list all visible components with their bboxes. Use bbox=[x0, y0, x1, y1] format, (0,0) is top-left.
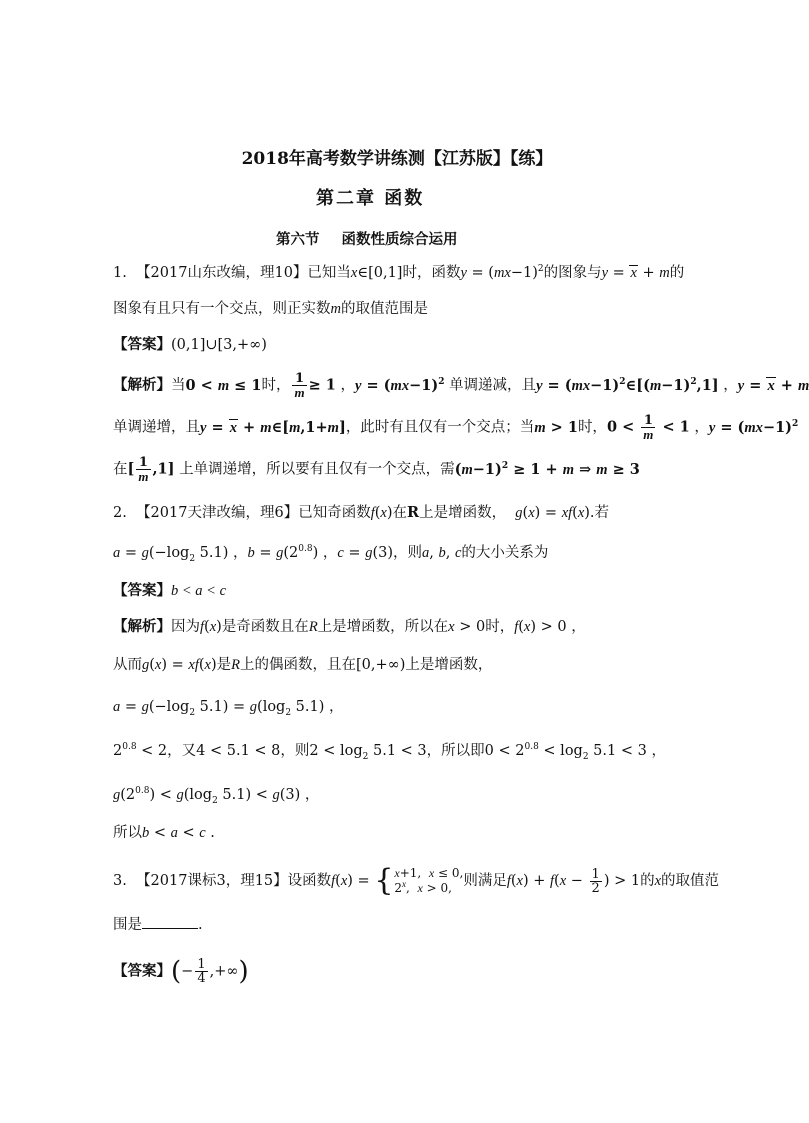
section-heading bbox=[276, 228, 458, 249]
q1-stem-line1: 1. 【2017山东改编，理10】已知当x∈[0,1]时，函数$y = (mx-1)^2$的图象与y = x + m的 bbox=[113, 264, 685, 281]
q3-answer: 【答案】(− $\frac{1}{4}$ ,+∞) bbox=[113, 956, 249, 987]
q1-answer bbox=[113, 334, 267, 356]
q1-analysis-line2: 单调递增，且y = x + m∈[m,1+m]，此时有且仅有一个交点；当m > 1时，0 < $\frac{1}{m}$ < 1 ，$y = (mx-1)^2$ bbox=[113, 413, 799, 442]
q2-stem-line2: $a = g(-\log_2$ 5.1) ，$b = g(2^{0.8})$ ，c = g(3)，则a, b, c的大小关系为 bbox=[113, 544, 549, 564]
q2-analysis-tag: 【解析】 bbox=[113, 618, 171, 635]
q1-stem-line2: 图象有且只有一个交点，则正实数m的取值范围是 bbox=[113, 301, 428, 317]
q2-analysis-line2: 从而g(x) = xf(x)是R上的偶函数，且在[0,+∞)上是增函数， bbox=[113, 657, 493, 673]
q2-analysis-line4: $2^{0.8} < 2$，又4 < 5.1 < 8，则$2 < \log_2 5.1 < 3$，所以即$0 < 2^{0.8} < \log_2 5.1 < 3$ ， bbox=[113, 742, 666, 762]
q1-answer-tag: 【答案】 bbox=[113, 336, 171, 353]
q2-stem-line1: 2. 【2017天津改编，理6】已知奇函数f(x)在R上是增函数， g(x) = xf(x).若 bbox=[113, 504, 610, 521]
q1-analysis-line3: 在[ $\frac{1}{m}$ ,1] 上单调递增，所以要有且仅有一个交点，需$(m-1)^2 \ge 1 + m$ ⇒ m ≥ 3 bbox=[113, 455, 640, 484]
q3-number: 3. bbox=[113, 873, 127, 889]
q1-number: 1. bbox=[113, 265, 127, 281]
q3-source: 【2017课标3，理15】 bbox=[136, 873, 288, 889]
q2-answer-value: b < a < c bbox=[171, 583, 227, 599]
q3-answer-tag: 【答案】 bbox=[113, 962, 171, 980]
document-title: 2018年高考数学讲练测【江苏版】【练】 bbox=[241, 149, 553, 169]
q1-source: 【2017山东改编，理10】 bbox=[136, 265, 308, 281]
q1-analysis-tag: 【解析】 bbox=[113, 376, 171, 394]
q2-answer-tag: 【答案】 bbox=[113, 582, 171, 599]
q3-stem-line2: 围是 . bbox=[113, 914, 203, 936]
chapter-heading: 第二章 函数 bbox=[316, 188, 425, 209]
q2-analysis-line6: 所以b < a < c . bbox=[113, 825, 215, 841]
section-name: 函数性质综合运用 bbox=[341, 231, 458, 248]
q2-analysis-line3: $a = g(-\log_2$ $5.1) = g(\log_2$ 5.1) ， bbox=[113, 699, 344, 718]
q2-answer bbox=[113, 580, 226, 602]
q2-source: 【2017天津改编，理6】 bbox=[136, 505, 299, 521]
q2-analysis-line5: $g(2^{0.8}) < g(\log_2$ 5.1) < g(3) ， bbox=[113, 786, 320, 806]
q2-analysis-line1: 【解析】因为f(x)是奇函数且在R上是增函数，所以在x > 0时，f(x) > 0 ， bbox=[113, 618, 586, 635]
q2-number: 2. bbox=[113, 505, 127, 521]
section-number: 第六节 bbox=[276, 231, 320, 248]
q1-answer-value: (0,1]∪[3,+∞) bbox=[171, 337, 267, 353]
q3-stem-line1: 3. 【2017课标3，理15】设函数f(x) = { x+1, x ≤ 0, 2$^x$, x > 0, 则满足f(x) + f(x − $\frac{1}{2}$ ) > 1的x的取值范 bbox=[113, 863, 719, 898]
q3-answer-blank bbox=[142, 914, 198, 929]
q1-analysis-line1: 【解析】当0 < m ≤ 1时， $\frac{1}{m}$ ≥ 1 ，$y = (mx-1)^2$ 单调递减，且$y = (mx-1)^2\in[(m-1)^2,1]$ ，y = x + m bbox=[113, 371, 809, 400]
